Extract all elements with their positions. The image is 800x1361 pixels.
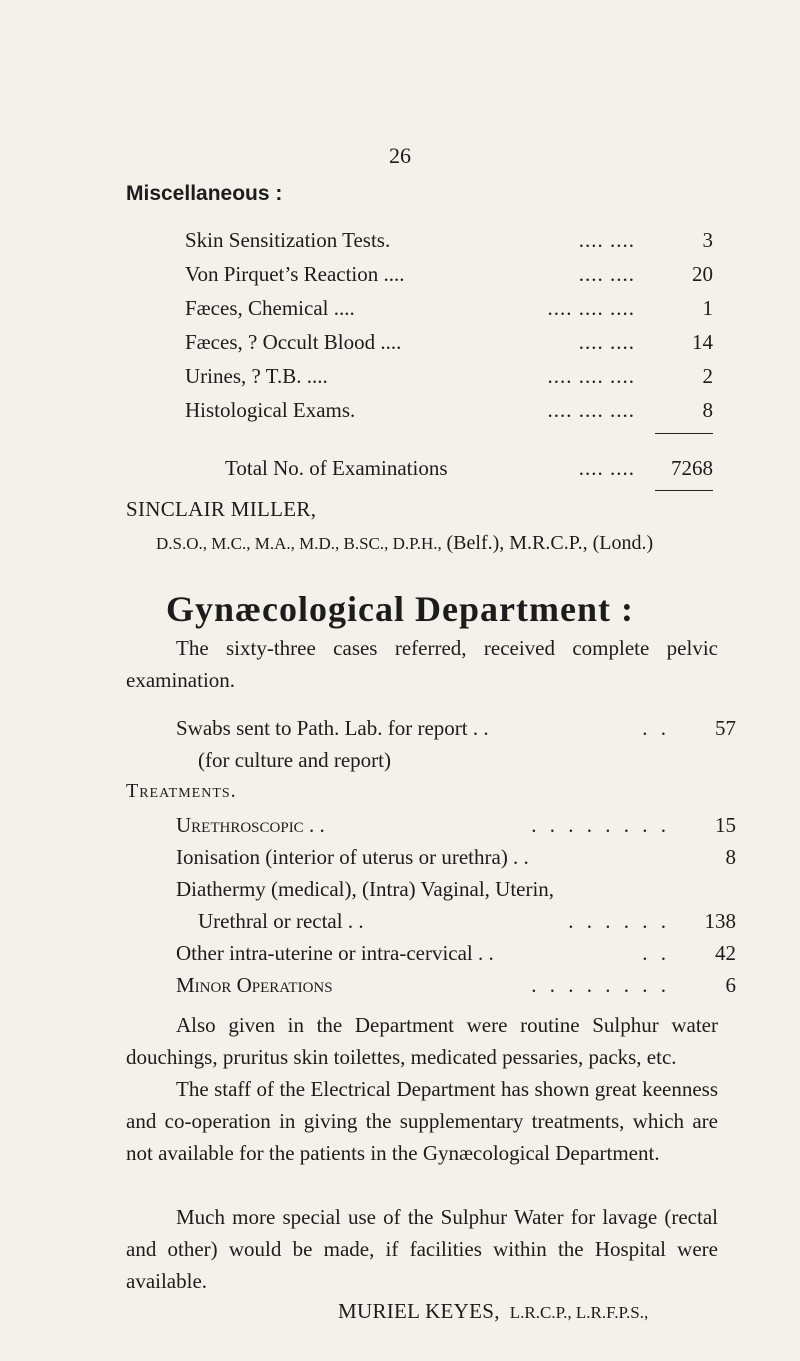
treatment-value: 15 — [715, 813, 736, 837]
signature-name: SINCLAIR MILLER, — [126, 497, 317, 521]
treatment-value: 8 — [725, 845, 736, 869]
diathermy-row — [198, 909, 736, 939]
row-label: Fæces, Chemical .... — [185, 296, 355, 320]
misc-row — [185, 364, 713, 394]
qualifications-post: (Belf.), M.R.C.P., (Lond.) — [446, 532, 654, 554]
page-number: 26 — [389, 143, 411, 168]
treatments-heading: Treatments. — [126, 780, 237, 802]
leader-dots: . . — [642, 941, 670, 965]
misc-row — [185, 262, 713, 292]
paragraph-also-given: Also given in the Department were routine Sulphur water douchings, pruritus skin toilettes, medicated pessaries, packs, etc. — [126, 1013, 718, 1069]
other-value: 42 — [715, 941, 736, 965]
misc-heading: Miscellaneous : — [126, 182, 283, 205]
treatment-label: Urethroscopic . . — [176, 813, 325, 837]
total-label: Total No. of Examinations — [225, 456, 448, 480]
leader-dots — [529, 845, 686, 875]
leader-dots: .... .... — [578, 228, 635, 252]
diathermy-line1: Diathermy (medical), (Intra) Vaginal, Uterin, — [176, 877, 555, 901]
treatment-row — [176, 845, 736, 875]
leader-dots: .... .... .... — [547, 296, 635, 320]
paragraph-sulphur-water: Much more special use of the Sulphur Water for lavage (rectal and other) would be made, if facilities within the Hospital were available. — [126, 1205, 718, 1293]
misc-row — [185, 228, 713, 258]
total-rule-bottom — [655, 490, 713, 491]
signature-name: MURIEL KEYES, — [338, 1299, 500, 1323]
department-title: Gynæcological Department : — [166, 589, 634, 629]
row-label: Skin Sensitization Tests. — [185, 228, 391, 252]
misc-row — [185, 398, 713, 428]
leader-dots: .... .... — [578, 456, 635, 480]
leader-dots: .... .... — [578, 330, 635, 354]
minor-row — [176, 973, 736, 1003]
row-value: 8 — [702, 398, 713, 422]
row-value: 3 — [702, 228, 713, 252]
misc-row — [185, 330, 713, 360]
diathermy-label: Urethral or rectal . . — [198, 909, 364, 933]
total-rule-top — [655, 433, 713, 434]
treatment-label: Ionisation (interior of uterus or urethra) . . — [176, 845, 529, 869]
minor-value: 6 — [725, 973, 736, 997]
row-value: 1 — [702, 296, 713, 320]
signature-qualifications: L.R.C.P., L.R.F.P.S., — [509, 1303, 649, 1322]
row-label: Urines, ? T.B. .... — [185, 364, 328, 388]
signature-2 — [338, 1299, 648, 1324]
row-value: 20 — [692, 262, 713, 286]
leader-dots: .... .... .... — [547, 398, 635, 422]
qualifications-pre: D.S.O., M.C., M.A., M.D., B.SC., D.P.H., — [156, 534, 442, 553]
swabs-subtitle: (for culture and report) — [198, 748, 391, 772]
paragraph-staff: The staff of the Electrical Department has shown great keenness and co-operation in giving the supplementary treatments, which are not available for the patients in the Gynæcological Department. — [126, 1077, 718, 1165]
row-label: Von Pirquet’s Reaction .... — [185, 262, 405, 286]
row-label: Fæces, ? Occult Blood .... — [185, 330, 402, 354]
minor-label: Minor Operations — [176, 973, 333, 997]
leader-dots: . . . . . . . . — [531, 973, 670, 997]
signature-qualifications — [156, 532, 653, 555]
leader-dots: . . . . . . . . — [531, 813, 670, 837]
other-row — [176, 941, 736, 971]
row-value: 14 — [692, 330, 713, 354]
leader-dots: . . — [642, 716, 670, 740]
leader-dots: . . . . . . — [568, 909, 670, 933]
swabs-row — [176, 716, 736, 746]
row-value: 2 — [702, 364, 713, 388]
diathermy-value: 138 — [704, 909, 736, 933]
misc-row — [185, 296, 713, 326]
total-value: 7268 — [671, 456, 713, 480]
treatment-row — [176, 813, 736, 843]
swabs-label: Swabs sent to Path. Lab. for report . . — [176, 716, 489, 740]
leader-dots: .... .... — [578, 262, 635, 286]
leader-dots: .... .... .... — [547, 364, 635, 388]
total-row — [225, 456, 713, 486]
swabs-value: 57 — [715, 716, 736, 740]
other-label: Other intra-uterine or intra-cervical . . — [176, 941, 494, 965]
intro-paragraph: The sixty-three cases referred, received complete pelvic examination. — [126, 636, 718, 692]
row-label: Histological Exams. — [185, 398, 356, 422]
